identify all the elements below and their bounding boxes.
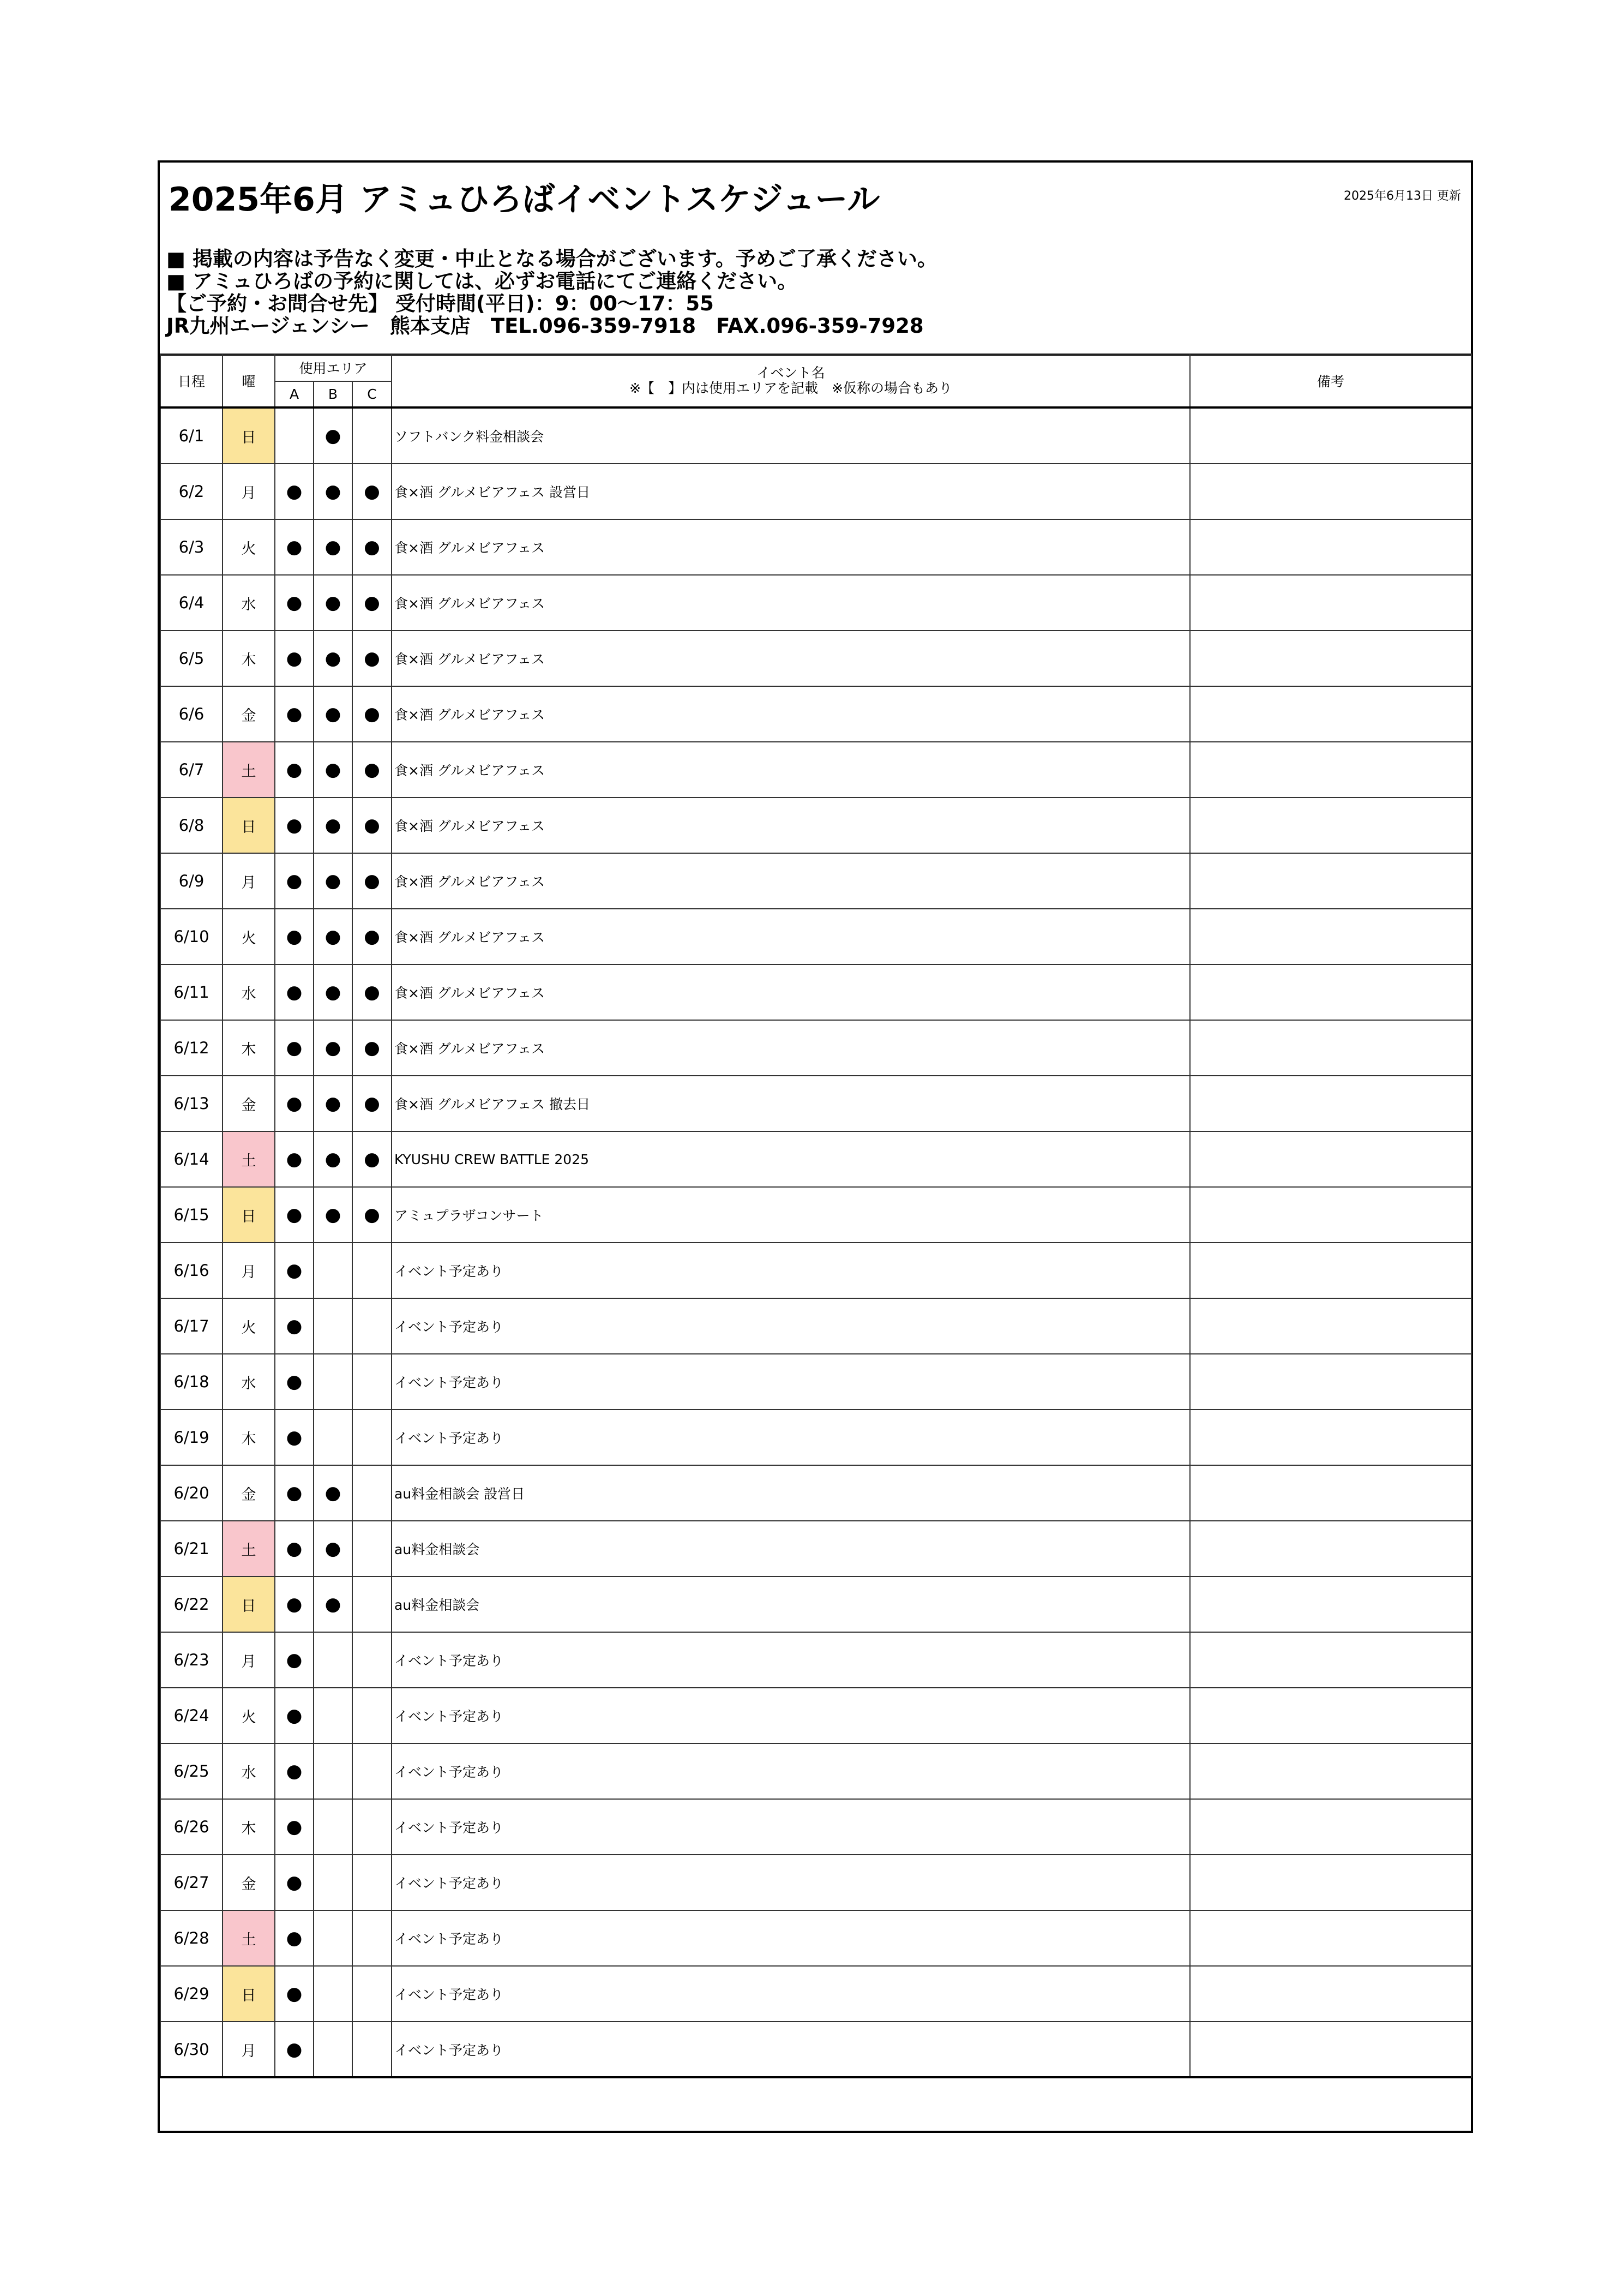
area-b-marker: ● [314,1465,352,1521]
date-cell: 6/25 [160,1743,223,1799]
weekday-cell: 日 [223,407,275,464]
area-a-marker: ● [275,742,314,798]
event-name: イベント予定あり [392,1243,1190,1298]
col-header-area-c: C [352,381,392,407]
date-cell: 6/16 [160,1243,223,1298]
col-header-area: 使用エリア [275,354,392,381]
table-row [160,686,1471,742]
event-name: 食×酒 グルメビアフェス [392,686,1190,742]
area-b-marker [314,1966,352,2022]
date-cell: 6/9 [160,853,223,909]
area-a-marker: ● [275,519,314,575]
event-name: 食×酒 グルメビアフェス [392,519,1190,575]
area-a-marker: ● [275,909,314,964]
area-c-marker [352,1354,392,1410]
date-cell: 6/29 [160,1966,223,2022]
remarks-cell [1190,2022,1471,2077]
event-name: 食×酒 グルメビアフェス 撤去日 [392,1076,1190,1131]
table-row [160,853,1471,909]
weekday-cell: 金 [223,1855,275,1910]
table-row [160,1076,1471,1131]
event-name: 食×酒 グルメビアフェス [392,964,1190,1020]
event-name: イベント予定あり [392,1799,1190,1855]
remarks-cell [1190,1131,1471,1187]
sheet-header [160,163,1471,356]
date-cell: 6/18 [160,1354,223,1410]
area-c-marker: ● [352,1076,392,1131]
area-a-marker: ● [275,1688,314,1743]
area-b-marker [314,1243,352,1298]
event-name: イベント予定あり [392,1298,1190,1354]
event-name: 食×酒 グルメビアフェス [392,798,1190,853]
weekday-cell: 火 [223,1298,275,1354]
area-a-marker: ● [275,1076,314,1131]
area-a-marker: ● [275,1354,314,1410]
area-a-marker: ● [275,964,314,1020]
area-c-marker [352,1855,392,1910]
remarks-cell [1190,1966,1471,2022]
remarks-cell [1190,575,1471,631]
area-a-marker: ● [275,1910,314,1966]
table-row [160,1799,1471,1855]
table-row [160,631,1471,686]
area-b-marker: ● [314,1076,352,1131]
remarks-cell [1190,464,1471,519]
event-name: イベント予定あり [392,1632,1190,1688]
remarks-cell [1190,686,1471,742]
weekday-cell: 土 [223,1521,275,1576]
area-c-marker [352,1743,392,1799]
area-b-marker [314,1298,352,1354]
date-cell: 6/10 [160,909,223,964]
date-cell: 6/8 [160,798,223,853]
date-cell: 6/13 [160,1076,223,1131]
table-row [160,798,1471,853]
event-name: イベント予定あり [392,1966,1190,2022]
area-b-marker: ● [314,1187,352,1243]
area-c-marker [352,1910,392,1966]
weekday-cell: 日 [223,1576,275,1632]
schedule-rows [160,407,1471,2077]
event-name: イベント予定あり [392,1688,1190,1743]
weekday-cell: 火 [223,1688,275,1743]
area-b-marker [314,1855,352,1910]
remarks-cell [1190,1076,1471,1131]
weekday-cell: 木 [223,1799,275,1855]
area-b-marker: ● [314,798,352,853]
contact-info: JR九州エージェンシー 熊本支店 TEL.096-359-7918 FAX.096-359-7928 [166,314,924,338]
contact-hours: 【ご予約・お問合せ先】 受付時間(平日)：9：00～17：55 [166,292,714,315]
date-cell: 6/22 [160,1576,223,1632]
area-b-marker: ● [314,1131,352,1187]
area-a-marker: ● [275,1632,314,1688]
notice-block [166,248,937,337]
event-name: au料金相談会 [392,1521,1190,1576]
weekday-cell: 水 [223,1743,275,1799]
col-header-weekday: 曜 [223,354,275,407]
area-c-marker: ● [352,686,392,742]
event-name: au料金相談会 [392,1576,1190,1632]
area-a-marker: ● [275,1521,314,1576]
event-name: アミュプラザコンサート [392,1187,1190,1243]
col-header-event [392,354,1190,407]
col-header-remarks: 備考 [1190,354,1471,407]
area-b-marker: ● [314,519,352,575]
event-name: 食×酒 グルメビアフェス [392,1020,1190,1076]
table-row [160,1521,1471,1576]
remarks-cell [1190,1465,1471,1521]
area-a-marker: ● [275,1243,314,1298]
schedule-sheet [158,160,1473,2133]
area-b-marker: ● [314,464,352,519]
remarks-cell [1190,853,1471,909]
remarks-cell [1190,1298,1471,1354]
date-cell: 6/14 [160,1131,223,1187]
weekday-cell: 月 [223,1632,275,1688]
area-a-marker: ● [275,1799,314,1855]
area-b-marker [314,2022,352,2077]
remarks-cell [1190,1521,1471,1576]
event-name: 食×酒 グルメビアフェス [392,853,1190,909]
table-row [160,1465,1471,1521]
area-b-marker [314,1910,352,1966]
remarks-cell [1190,1020,1471,1076]
notice-line: ■ アミュひろばの予約に関しては、必ずお電話にてご連絡ください。 [166,269,798,293]
table-row [160,1966,1471,2022]
event-name: イベント予定あり [392,2022,1190,2077]
table-row [160,575,1471,631]
event-name: イベント予定あり [392,1910,1190,1966]
col-header-area-a: A [275,381,314,407]
area-b-marker [314,1354,352,1410]
area-a-marker: ● [275,1410,314,1465]
remarks-cell [1190,1855,1471,1910]
weekday-cell: 火 [223,519,275,575]
weekday-cell: 日 [223,798,275,853]
date-cell: 6/26 [160,1799,223,1855]
area-c-marker: ● [352,575,392,631]
area-c-marker: ● [352,1187,392,1243]
event-header-note: ※【 】内は使用エリアを記載 ※仮称の場合もあり [629,380,952,396]
table-row [160,742,1471,798]
area-a-marker: ● [275,1465,314,1521]
remarks-cell [1190,1632,1471,1688]
weekday-cell: 木 [223,1410,275,1465]
table-row [160,1576,1471,1632]
area-a-marker: ● [275,2022,314,2077]
area-c-marker [352,1465,392,1521]
area-b-marker: ● [314,1020,352,1076]
date-cell: 6/6 [160,686,223,742]
date-cell: 6/28 [160,1910,223,1966]
weekday-cell: 月 [223,464,275,519]
area-a-marker: ● [275,464,314,519]
remarks-cell [1190,519,1471,575]
remarks-cell [1190,1354,1471,1410]
date-cell: 6/15 [160,1187,223,1243]
area-c-marker: ● [352,742,392,798]
event-name: イベント予定あり [392,1855,1190,1910]
table-row [160,407,1471,464]
table-row [160,1632,1471,1688]
schedule-table [160,353,1472,2078]
weekday-cell: 月 [223,853,275,909]
date-cell: 6/5 [160,631,223,686]
remarks-cell [1190,1688,1471,1743]
area-c-marker: ● [352,631,392,686]
event-name: ソフトバンク料金相談会 [392,407,1190,464]
date-cell: 6/24 [160,1688,223,1743]
table-row [160,1855,1471,1910]
weekday-cell: 金 [223,686,275,742]
table-row [160,464,1471,519]
area-b-marker: ● [314,853,352,909]
weekday-cell: 日 [223,1187,275,1243]
event-name: 食×酒 グルメビアフェス [392,631,1190,686]
area-c-marker [352,1576,392,1632]
weekday-cell: 水 [223,1354,275,1410]
remarks-cell [1190,909,1471,964]
remarks-cell [1190,798,1471,853]
sheet-footer [160,2076,1471,2131]
area-b-marker [314,1743,352,1799]
area-a-marker: ● [275,798,314,853]
area-b-marker: ● [314,742,352,798]
area-a-marker: ● [275,575,314,631]
area-a-marker: ● [275,1743,314,1799]
event-name: イベント予定あり [392,1410,1190,1465]
area-a-marker: ● [275,1576,314,1632]
area-b-marker: ● [314,575,352,631]
date-cell: 6/17 [160,1298,223,1354]
area-a-marker: ● [275,1966,314,2022]
area-b-marker: ● [314,686,352,742]
page-title: 2025年6月 アミュひろばイベントスケジュール [169,181,880,219]
remarks-cell [1190,1187,1471,1243]
area-c-marker: ● [352,464,392,519]
remarks-cell [1190,1576,1471,1632]
weekday-cell: 木 [223,1020,275,1076]
table-row [160,1688,1471,1743]
weekday-cell: 水 [223,964,275,1020]
date-cell: 6/3 [160,519,223,575]
weekday-cell: 水 [223,575,275,631]
date-cell: 6/12 [160,1020,223,1076]
weekday-cell: 火 [223,909,275,964]
table-row [160,1298,1471,1354]
table-row [160,2022,1471,2077]
weekday-cell: 土 [223,1910,275,1966]
area-c-marker [352,1688,392,1743]
area-c-marker: ● [352,853,392,909]
area-c-marker [352,1298,392,1354]
weekday-cell: 金 [223,1465,275,1521]
area-b-marker: ● [314,631,352,686]
area-a-marker: ● [275,631,314,686]
remarks-cell [1190,1799,1471,1855]
area-a-marker: ● [275,686,314,742]
area-a-marker: ● [275,1855,314,1910]
area-a-marker: ● [275,1020,314,1076]
area-c-marker: ● [352,1131,392,1187]
area-b-marker [314,1688,352,1743]
table-row [160,1020,1471,1076]
weekday-cell: 月 [223,2022,275,2077]
area-c-marker [352,1521,392,1576]
area-c-marker: ● [352,909,392,964]
date-cell: 6/23 [160,1632,223,1688]
table-row [160,1243,1471,1298]
date-cell: 6/1 [160,407,223,464]
notice-line: ■ 掲載の内容は予告なく変更・中止となる場合がございます。予めご了承ください。 [166,247,937,271]
date-cell: 6/19 [160,1410,223,1465]
area-c-marker [352,1410,392,1465]
table-row [160,1187,1471,1243]
remarks-cell [1190,1743,1471,1799]
area-b-marker [314,1410,352,1465]
weekday-cell: 土 [223,1131,275,1187]
weekday-cell: 金 [223,1076,275,1131]
event-name: イベント予定あり [392,1354,1190,1410]
col-header-area-b: B [314,381,352,407]
date-cell: 6/20 [160,1465,223,1521]
event-header-label: イベント名 [756,364,825,381]
area-c-marker: ● [352,1020,392,1076]
event-name: 食×酒 グルメビアフェス 設営日 [392,464,1190,519]
date-cell: 6/21 [160,1521,223,1576]
table-row [160,1410,1471,1465]
area-c-marker: ● [352,964,392,1020]
table-row [160,1354,1471,1410]
date-cell: 6/30 [160,2022,223,2077]
event-name: KYUSHU CREW BATTLE 2025 [392,1131,1190,1187]
remarks-cell [1190,407,1471,464]
table-row [160,1743,1471,1799]
table-row [160,519,1471,575]
updated-date: 2025年6月13日 更新 [1344,189,1461,203]
area-c-marker [352,1799,392,1855]
table-row [160,1131,1471,1187]
area-b-marker: ● [314,407,352,464]
event-name: au料金相談会 設営日 [392,1465,1190,1521]
weekday-cell: 日 [223,1966,275,2022]
table-row [160,1910,1471,1966]
remarks-cell [1190,1910,1471,1966]
area-c-marker: ● [352,519,392,575]
col-header-date: 日程 [160,354,223,407]
event-name: 食×酒 グルメビアフェス [392,909,1190,964]
area-c-marker: ● [352,798,392,853]
area-c-marker [352,1966,392,2022]
remarks-cell [1190,742,1471,798]
date-cell: 6/2 [160,464,223,519]
weekday-cell: 木 [223,631,275,686]
area-a-marker: ● [275,1187,314,1243]
area-c-marker [352,1243,392,1298]
area-b-marker: ● [314,1576,352,1632]
area-b-marker: ● [314,1521,352,1576]
date-cell: 6/11 [160,964,223,1020]
area-a-marker [275,407,314,464]
area-a-marker: ● [275,1298,314,1354]
date-cell: 6/27 [160,1855,223,1910]
area-c-marker [352,407,392,464]
area-b-marker: ● [314,909,352,964]
table-row [160,909,1471,964]
area-a-marker: ● [275,1131,314,1187]
remarks-cell [1190,631,1471,686]
remarks-cell [1190,1410,1471,1465]
date-cell: 6/4 [160,575,223,631]
weekday-cell: 土 [223,742,275,798]
event-name: 食×酒 グルメビアフェス [392,575,1190,631]
remarks-cell [1190,964,1471,1020]
event-name: 食×酒 グルメビアフェス [392,742,1190,798]
area-a-marker: ● [275,853,314,909]
area-c-marker [352,2022,392,2077]
table-row [160,964,1471,1020]
remarks-cell [1190,1243,1471,1298]
event-name: イベント予定あり [392,1743,1190,1799]
date-cell: 6/7 [160,742,223,798]
weekday-cell: 月 [223,1243,275,1298]
area-b-marker [314,1799,352,1855]
area-b-marker: ● [314,964,352,1020]
area-b-marker [314,1632,352,1688]
area-c-marker [352,1632,392,1688]
